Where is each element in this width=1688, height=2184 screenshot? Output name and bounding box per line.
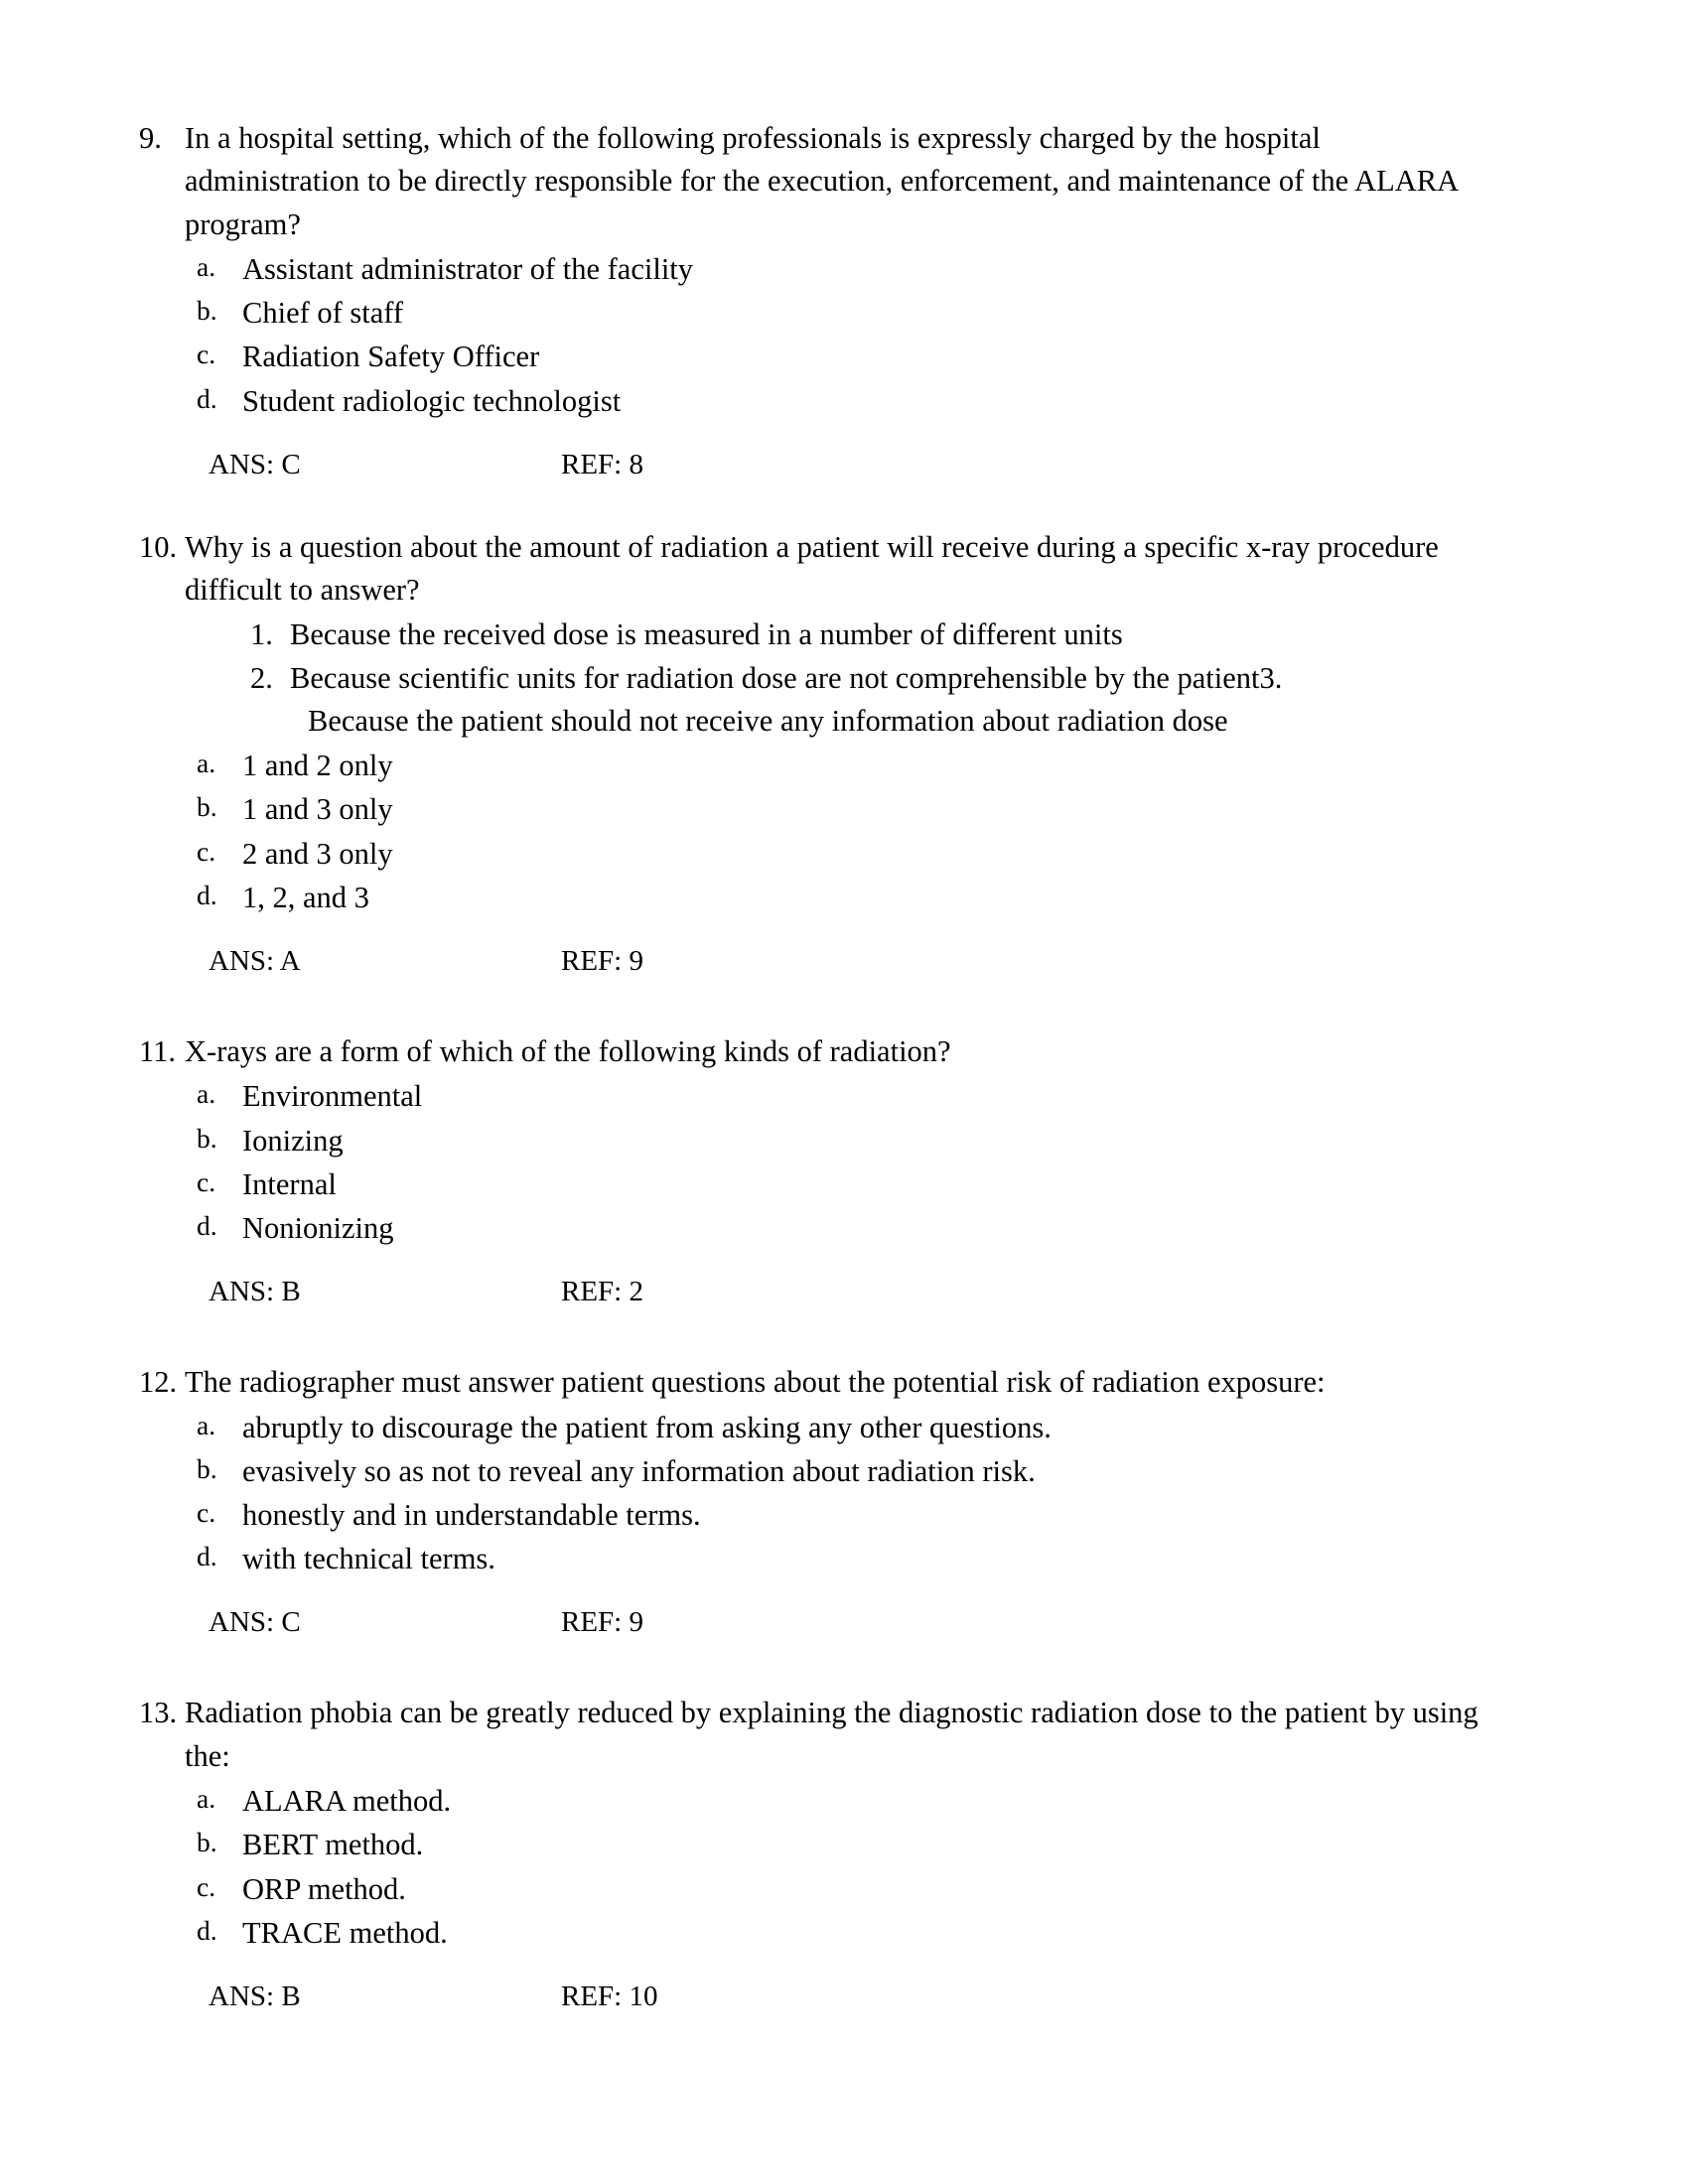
option-item[interactable] — [139, 247, 1499, 291]
option-letter: c. — [197, 835, 216, 867]
option-list-10 — [139, 744, 1499, 919]
statement-item — [139, 657, 1499, 700]
statement-text: Because the received dose is measured in a number of different units — [290, 617, 1123, 652]
answer-key: ANS: B — [209, 1276, 301, 1308]
option-item[interactable] — [139, 744, 1499, 787]
answer-reference: REF: 10 — [561, 1979, 658, 2012]
option-letter: d. — [197, 382, 217, 414]
option-item[interactable] — [139, 1074, 1499, 1118]
statement-number: 1. — [250, 617, 273, 652]
option-item[interactable] — [139, 1911, 1499, 1955]
question-number-13: 13. — [139, 1696, 178, 1730]
question-stem-10 — [139, 526, 1499, 613]
option-item[interactable] — [139, 1779, 1499, 1823]
option-letter: b. — [197, 1122, 217, 1154]
question-block-11 — [139, 1030, 1499, 1309]
option-letter: a. — [197, 1409, 216, 1440]
answer-line-9 — [139, 445, 1499, 482]
question-stem-9 — [139, 117, 1499, 246]
question-number-10: 10. — [139, 529, 178, 564]
option-text: evasively so as not to reveal any information about radiation risk. — [242, 1453, 1036, 1488]
option-text: 1 and 2 only — [242, 749, 393, 783]
answer-key: ANS: B — [209, 1979, 301, 2012]
answer-line-12 — [139, 1602, 1499, 1640]
answer-reference: REF: 2 — [561, 1276, 643, 1308]
answer-reference: REF: 9 — [561, 1606, 643, 1639]
option-letter: a. — [197, 1783, 216, 1815]
statement-continuation-10: Because the patient should not receive any information about radiation dose — [308, 703, 1228, 738]
option-text: 2 and 3 only — [242, 836, 393, 871]
question-stem-13 — [139, 1692, 1499, 1778]
option-text: BERT method. — [242, 1828, 424, 1862]
question-number-11: 11. — [139, 1034, 176, 1069]
statement-text: Because scientific units for radiation dose are not comprehensible by the patient3. — [290, 660, 1283, 695]
option-list-9 — [139, 247, 1499, 423]
option-item[interactable] — [139, 1206, 1499, 1250]
answer-reference: REF: 9 — [561, 945, 643, 978]
option-letter: a. — [197, 1078, 216, 1110]
option-text: Assistant administrator of the facility — [242, 251, 694, 286]
option-letter: c. — [197, 1165, 216, 1197]
answer-key: ANS: A — [209, 945, 301, 978]
question-stem-11 — [139, 1030, 1499, 1073]
option-text: abruptly to discourage the patient from asking any other questions. — [242, 1410, 1052, 1444]
option-item[interactable] — [139, 335, 1499, 378]
option-text: ORP method. — [242, 1871, 406, 1906]
option-letter: c. — [197, 1497, 216, 1529]
option-text: Student radiologic technologist — [242, 383, 622, 418]
option-item[interactable] — [139, 1823, 1499, 1866]
option-letter: c. — [197, 1870, 216, 1902]
option-item[interactable] — [139, 1867, 1499, 1911]
option-item[interactable] — [139, 379, 1499, 423]
answer-key: ANS: C — [209, 1606, 301, 1639]
option-text: honestly and in understandable terms. — [242, 1498, 701, 1533]
option-text: Ionizing — [242, 1123, 344, 1158]
option-item[interactable] — [139, 1162, 1499, 1206]
option-letter: d. — [197, 1541, 217, 1572]
option-text: Nonionizing — [242, 1211, 394, 1246]
option-item[interactable] — [139, 1493, 1499, 1537]
option-text: TRACE method. — [242, 1915, 448, 1950]
option-item[interactable] — [139, 291, 1499, 335]
statement-item — [139, 614, 1499, 656]
option-text: Environmental — [242, 1079, 423, 1114]
question-number-9: 9. — [139, 121, 162, 155]
question-block-12 — [139, 1361, 1499, 1640]
option-item[interactable] — [139, 1119, 1499, 1162]
option-text: Radiation Safety Officer — [242, 340, 540, 374]
option-letter: b. — [197, 791, 217, 823]
option-item[interactable] — [139, 787, 1499, 831]
option-letter: b. — [197, 295, 217, 327]
question-stem-12 — [139, 1361, 1499, 1404]
option-letter: a. — [197, 748, 216, 779]
question-block-9 — [139, 117, 1499, 482]
option-text: ALARA method. — [242, 1784, 452, 1819]
answer-line-11 — [139, 1272, 1499, 1309]
answer-line-10 — [139, 941, 1499, 979]
question-text-13: Radiation phobia can be greatly reduced by explaining the diagnostic radiation dose to the patient by using the: — [185, 1696, 1478, 1773]
question-number-12: 12. — [139, 1365, 178, 1400]
option-text: 1 and 3 only — [242, 792, 393, 827]
question-text-12: The radiographer must answer patient questions about the potential risk of radiation exposure: — [185, 1365, 1326, 1400]
option-item[interactable] — [139, 1537, 1499, 1580]
option-letter: d. — [197, 879, 217, 910]
statement-list-10 — [139, 614, 1499, 700]
option-letter: b. — [197, 1827, 217, 1858]
option-letter: a. — [197, 250, 216, 282]
option-item[interactable] — [139, 876, 1499, 919]
option-list-12 — [139, 1406, 1499, 1581]
option-letter: d. — [197, 1210, 217, 1242]
question-text-9: In a hospital setting, which of the following professionals is expressly charged by the hospital administration to be directly responsible for the execution, enforcement, and maintenance of the ALARA program? — [185, 121, 1458, 241]
option-item[interactable] — [139, 1406, 1499, 1449]
option-text: with technical terms. — [242, 1542, 495, 1576]
question-list — [139, 117, 1499, 2066]
answer-line-13 — [139, 1977, 1499, 2014]
question-text-10: Why is a question about the amount of radiation a patient will receive during a specific x-ray procedure difficult to answer? — [185, 529, 1439, 608]
question-text-11: X-rays are a form of which of the following kinds of radiation? — [185, 1034, 951, 1069]
option-item[interactable] — [139, 1449, 1499, 1493]
option-text: Chief of staff — [242, 296, 404, 331]
question-block-10 — [139, 526, 1499, 979]
option-list-11 — [139, 1074, 1499, 1250]
option-letter: d. — [197, 1914, 217, 1946]
option-text: Internal — [242, 1166, 337, 1201]
option-text: 1, 2, and 3 — [242, 880, 369, 914]
option-letter: b. — [197, 1452, 217, 1484]
statement-number: 2. — [250, 660, 273, 695]
option-item[interactable] — [139, 832, 1499, 876]
question-block-13 — [139, 1692, 1499, 2013]
answer-reference: REF: 8 — [561, 448, 643, 480]
option-letter: c. — [197, 339, 216, 370]
option-list-13 — [139, 1779, 1499, 1955]
answer-key: ANS: C — [209, 448, 301, 480]
